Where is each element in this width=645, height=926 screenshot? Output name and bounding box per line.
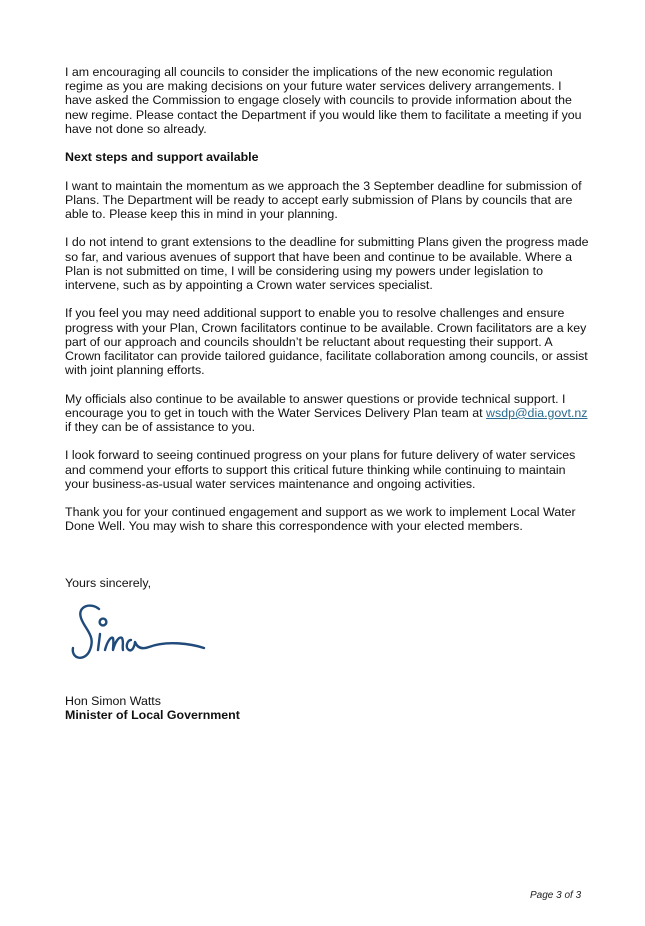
paragraph-economic-regulation: I am encouraging all councils to consider the implications of the new economic regulation regime as you are making decisions on your future water services delivery arrangements. I have asked the Commission to engage closely with councils to provide information about the new regime. Please contact the Department if you would like them to facilitate a meeting if you have not done so already.	[65, 65, 582, 136]
officials-text-before: My officials also continue to be available to answer questions or provide technical support. I encourage you to get in touch with the Water Services Delivery Plan team at	[65, 391, 566, 420]
paragraph-look-forward: I look forward to seeing continued progress on your plans for future delivery of water services and commend your efforts to support this critical future thinking while continuing to maintain your business-as-usual water services maintenance and ongoing activities.	[65, 448, 576, 491]
email-link[interactable]: wsdp@dia.govt.nz	[486, 405, 588, 420]
letter-body	[65, 65, 590, 722]
signatory-name: Hon Simon Watts	[65, 693, 161, 708]
signatory-title: Minister of Local Government	[65, 708, 240, 722]
paragraph-momentum: I want to maintain the momentum as we approach the 3 September deadline for submission of Plans. The Department will be ready to accept early submission of Plans by councils that are able to. Please keep this in mind in your planning.	[65, 178, 582, 221]
paragraph-crown-facilitators: If you feel you may need additional support to enable you to resolve challenges and ensure progress with your Plan, Crown facilitators continue to be available. Crown facilitators are a key part of our approach and councils shouldn’t be reluctant about requesting their support. A Crown facilitator can provide tailored guidance, facilitate collaboration among councils, or assist with joint planning efforts.	[65, 306, 588, 378]
section-heading: Next steps and support available	[65, 150, 259, 165]
sign-off: Yours sincerely,	[65, 575, 152, 590]
paragraph-thank-you: Thank you for your continued engagement and support as we work to implement Local Water Done Well. You may wish to share this correspondence with your elected members.	[65, 505, 576, 534]
paragraph-no-extensions: I do not intend to grant extensions to the deadline for submitting Plans given the progress made so far, and various avenues of support that have been and continue to be available. Where a Plan is not submitted on time, I will be considering using my powers under legislation to intervene, such as by appointing a Crown water services specialist.	[65, 235, 589, 292]
paragraph-officials	[65, 392, 590, 435]
signature-icon	[67, 600, 212, 670]
page-number: Page 3 of 3	[530, 890, 582, 901]
officials-text-after: if they can be of assistance to you.	[65, 420, 256, 434]
